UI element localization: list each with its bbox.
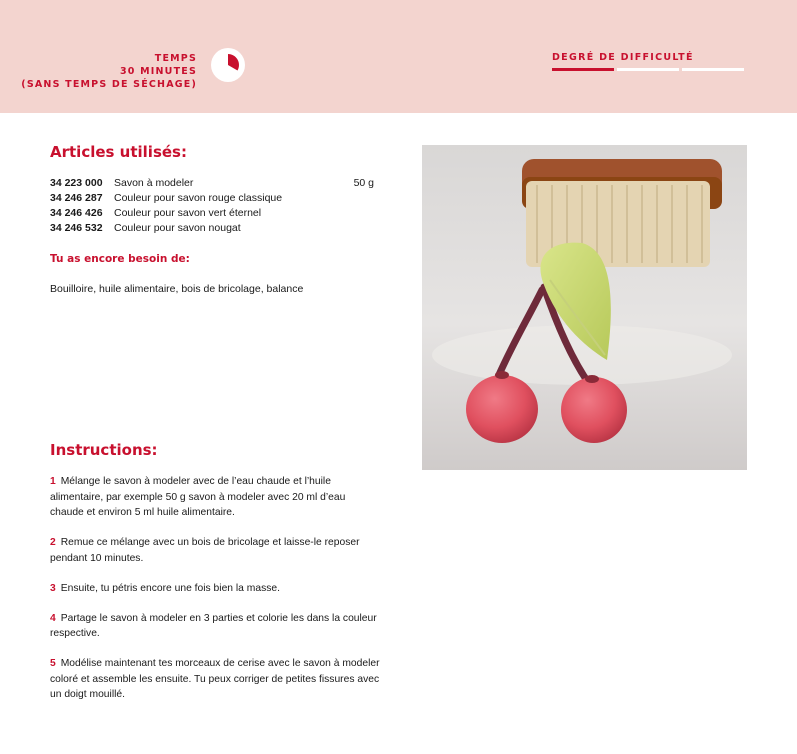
- instruction-step: [50, 611, 380, 642]
- article-number: 34 246 426: [50, 207, 103, 219]
- step-text: Remue ce mélange avec un bois de bricolage et laisse-le reposer pendant 10 minutes.: [50, 537, 360, 564]
- difficulty-label: DEGRÉ DE DIFFICULTÉ: [552, 52, 694, 63]
- step-text: Partage le savon à modeler en 3 parties et colorie les dans la couleur respective.: [50, 612, 377, 639]
- step-text: Mélange le savon à modeler avec de l’eau chaude et l’huile alimentaire, par exemple 50 g savon à modeler avec 20 ml d’eau chaude et environ 5 ml huile alimentaire.: [50, 476, 346, 518]
- instruction-step: [50, 581, 380, 597]
- step-text: Ensuite, tu pétris encore une fois bien la masse.: [60, 582, 280, 594]
- step-text: Modélise maintenant tes morceaux de cerise avec le savon à modeler coloré et assemble les ensuite. Tu peux corriger de petites fissures avec un doigt mouillé.: [50, 658, 380, 700]
- time-info: [21, 52, 197, 91]
- step-number: 3: [50, 582, 56, 594]
- articles-title: Articles utilisés:: [50, 143, 187, 161]
- article-number: 34 223 000: [50, 177, 103, 189]
- article-name: Couleur pour savon nougat: [114, 222, 241, 234]
- time-value: 30 MINUTES: [120, 66, 197, 77]
- step-number: 4: [50, 612, 56, 624]
- article-row: [50, 206, 380, 221]
- timer-icon: [211, 48, 245, 82]
- time-note: (SANS TEMPS DE SÉCHAGE): [21, 79, 197, 90]
- article-number: 34 246 287: [50, 192, 103, 204]
- article-number: 34 246 532: [50, 222, 103, 234]
- article-name: Couleur pour savon rouge classique: [114, 192, 283, 204]
- article-row: [50, 176, 380, 191]
- instruction-steps: [50, 474, 380, 717]
- difficulty-bar-empty: [682, 68, 744, 71]
- article-quantity: 50 g: [353, 177, 374, 189]
- difficulty-bar-empty: [617, 68, 679, 71]
- instruction-step: [50, 535, 380, 566]
- articles-list: [50, 176, 380, 236]
- extra-materials-title: Tu as encore besoin de:: [50, 253, 190, 265]
- instructions-title: Instructions:: [50, 441, 158, 459]
- step-number: 2: [50, 537, 56, 548]
- article-name: Savon à modeler: [114, 177, 194, 189]
- step-number: 1: [50, 476, 56, 487]
- step-number: 5: [50, 658, 56, 669]
- time-label: TEMPS: [154, 53, 197, 64]
- difficulty-bar-filled: [552, 68, 614, 71]
- article-row: [50, 221, 380, 236]
- instruction-step: [50, 474, 380, 521]
- soap-cherries-photo: [422, 145, 747, 470]
- instruction-step: [50, 656, 380, 703]
- article-name: Couleur pour savon vert éternel: [114, 207, 262, 219]
- extra-materials-text: Bouilloire, huile alimentaire, bois de bricolage, balance: [50, 283, 304, 295]
- article-row: [50, 191, 380, 206]
